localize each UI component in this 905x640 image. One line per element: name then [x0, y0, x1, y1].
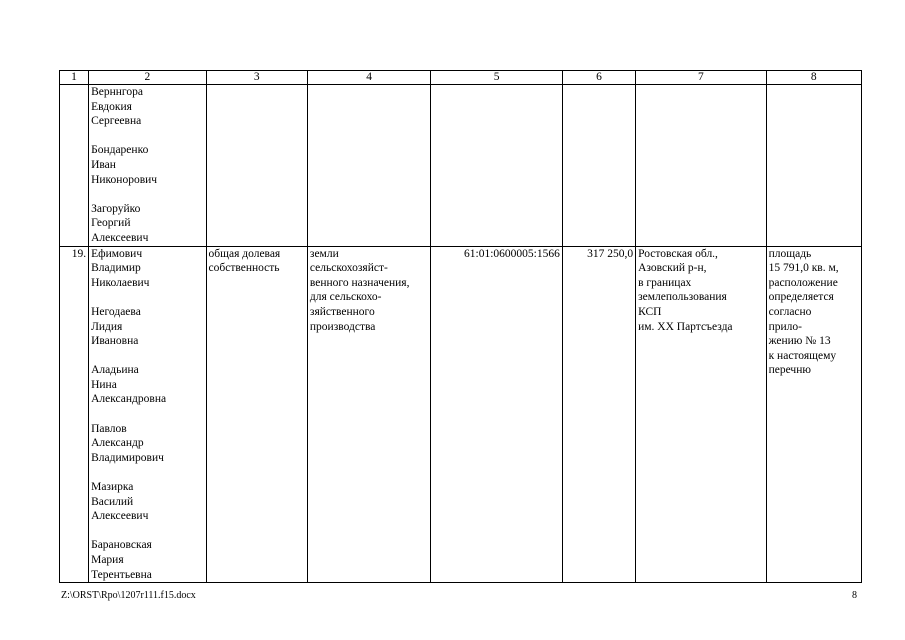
footer-file-path: Z:\ORST\Rpo\1207r111.f15.docx — [61, 590, 196, 601]
land-category-line: для сельскохо- — [309, 291, 382, 304]
notes-line: к настоящему — [768, 349, 837, 362]
owner-patronymic: Александровна — [91, 393, 167, 406]
land-category-line: венного назначения, — [309, 276, 410, 289]
cell-right-type — [206, 246, 307, 583]
location-line: им. XX Партсъезда — [638, 320, 733, 333]
owner-first-name: Георгий — [91, 217, 131, 230]
header-col-6: 6 — [562, 71, 635, 85]
owner-patronymic: Сергеевна — [91, 115, 142, 128]
land-category-line: сельскохозяйст- — [309, 262, 388, 275]
owner-first-name: Иван — [91, 158, 116, 171]
owner-surname: Павлов — [91, 422, 127, 435]
owner-first-name: Василий — [91, 495, 134, 508]
cell-owners — [89, 85, 206, 247]
owner-first-name: Лидия — [91, 320, 123, 333]
header-row — [60, 71, 862, 85]
land-category-line: земли — [309, 247, 339, 260]
owner-first-name: Владимир — [91, 262, 141, 275]
owner-patronymic: Владимирович — [91, 451, 164, 464]
notes-line: перечню — [768, 364, 811, 377]
cell-notes — [766, 246, 861, 583]
owner-first-name: Евдокия — [91, 100, 132, 113]
right-type-line: собственность — [208, 262, 280, 275]
footer-page-number: 8 — [852, 590, 857, 601]
owner-patronymic: Алексеевич — [91, 231, 149, 244]
cell-land-category — [307, 85, 430, 247]
notes-line: жению № 13 — [768, 335, 831, 348]
owner-surname: Ефимович — [91, 247, 143, 260]
land-category-line: производства — [309, 320, 376, 333]
land-category-line: зяйственного — [309, 305, 375, 318]
owner-patronymic: Никонорович — [91, 173, 158, 186]
header-col-7: 7 — [636, 71, 766, 85]
owner-surname: Загоруйко — [91, 202, 141, 215]
owner-first-name: Александр — [91, 437, 144, 450]
table-row-19 — [60, 246, 862, 583]
cell-cadastral-number: 61:01:0600005:1566 — [431, 246, 562, 583]
cell-location — [636, 246, 766, 583]
cell-notes — [766, 85, 861, 247]
location-line: Ростовская обл., — [638, 247, 718, 260]
notes-line: согласно — [768, 305, 812, 318]
owner-surname: Негодаева — [91, 305, 141, 318]
owner-surname: Мазирка — [91, 481, 134, 494]
owner-first-name: Мария — [91, 554, 124, 566]
cell-land-category — [307, 246, 430, 583]
notes-line: расположение — [768, 276, 838, 289]
header-col-5: 5 — [431, 71, 562, 85]
cell-number: 19. — [60, 246, 89, 583]
owner-surname: Верннгора — [91, 86, 143, 98]
header-col-8: 8 — [766, 71, 861, 85]
right-type-line: общая долевая — [208, 247, 281, 260]
cell-right-type — [206, 85, 307, 247]
owner-patronymic: Ивановна — [91, 335, 139, 348]
notes-line: определяется — [768, 291, 834, 304]
header-col-2: 2 — [89, 71, 206, 85]
cell-area: 317 250,0 — [562, 246, 635, 583]
owner-first-name: Нина — [91, 378, 117, 391]
owner-patronymic: Николаевич — [91, 276, 150, 289]
location-line: Азовский р-н, — [638, 262, 707, 275]
notes-line: 15 791,0 кв. м, — [768, 262, 839, 275]
owner-surname: Барановская — [91, 539, 152, 552]
owner-surname: Аладьина — [91, 364, 139, 377]
location-line: землепользования — [638, 291, 727, 304]
notes-line: площадь — [768, 247, 812, 260]
location-line: КСП — [638, 305, 662, 318]
owner-patronymic: Терентьевна — [91, 568, 152, 581]
owner-surname: Бондаренко — [91, 144, 149, 157]
location-line: в границах — [638, 276, 692, 289]
cell-cadastral-number — [431, 85, 562, 247]
cell-number — [60, 85, 89, 247]
header-col-1: 1 — [60, 71, 89, 85]
cell-location — [636, 85, 766, 247]
header-col-3: 3 — [206, 71, 307, 85]
owner-patronymic: Алексеевич — [91, 510, 149, 523]
cell-area — [562, 85, 635, 247]
land-registry-table — [59, 70, 862, 583]
table-row-continuation — [60, 85, 862, 247]
header-col-4: 4 — [307, 71, 430, 85]
notes-line: прило- — [768, 320, 802, 333]
cell-owners — [89, 246, 206, 583]
